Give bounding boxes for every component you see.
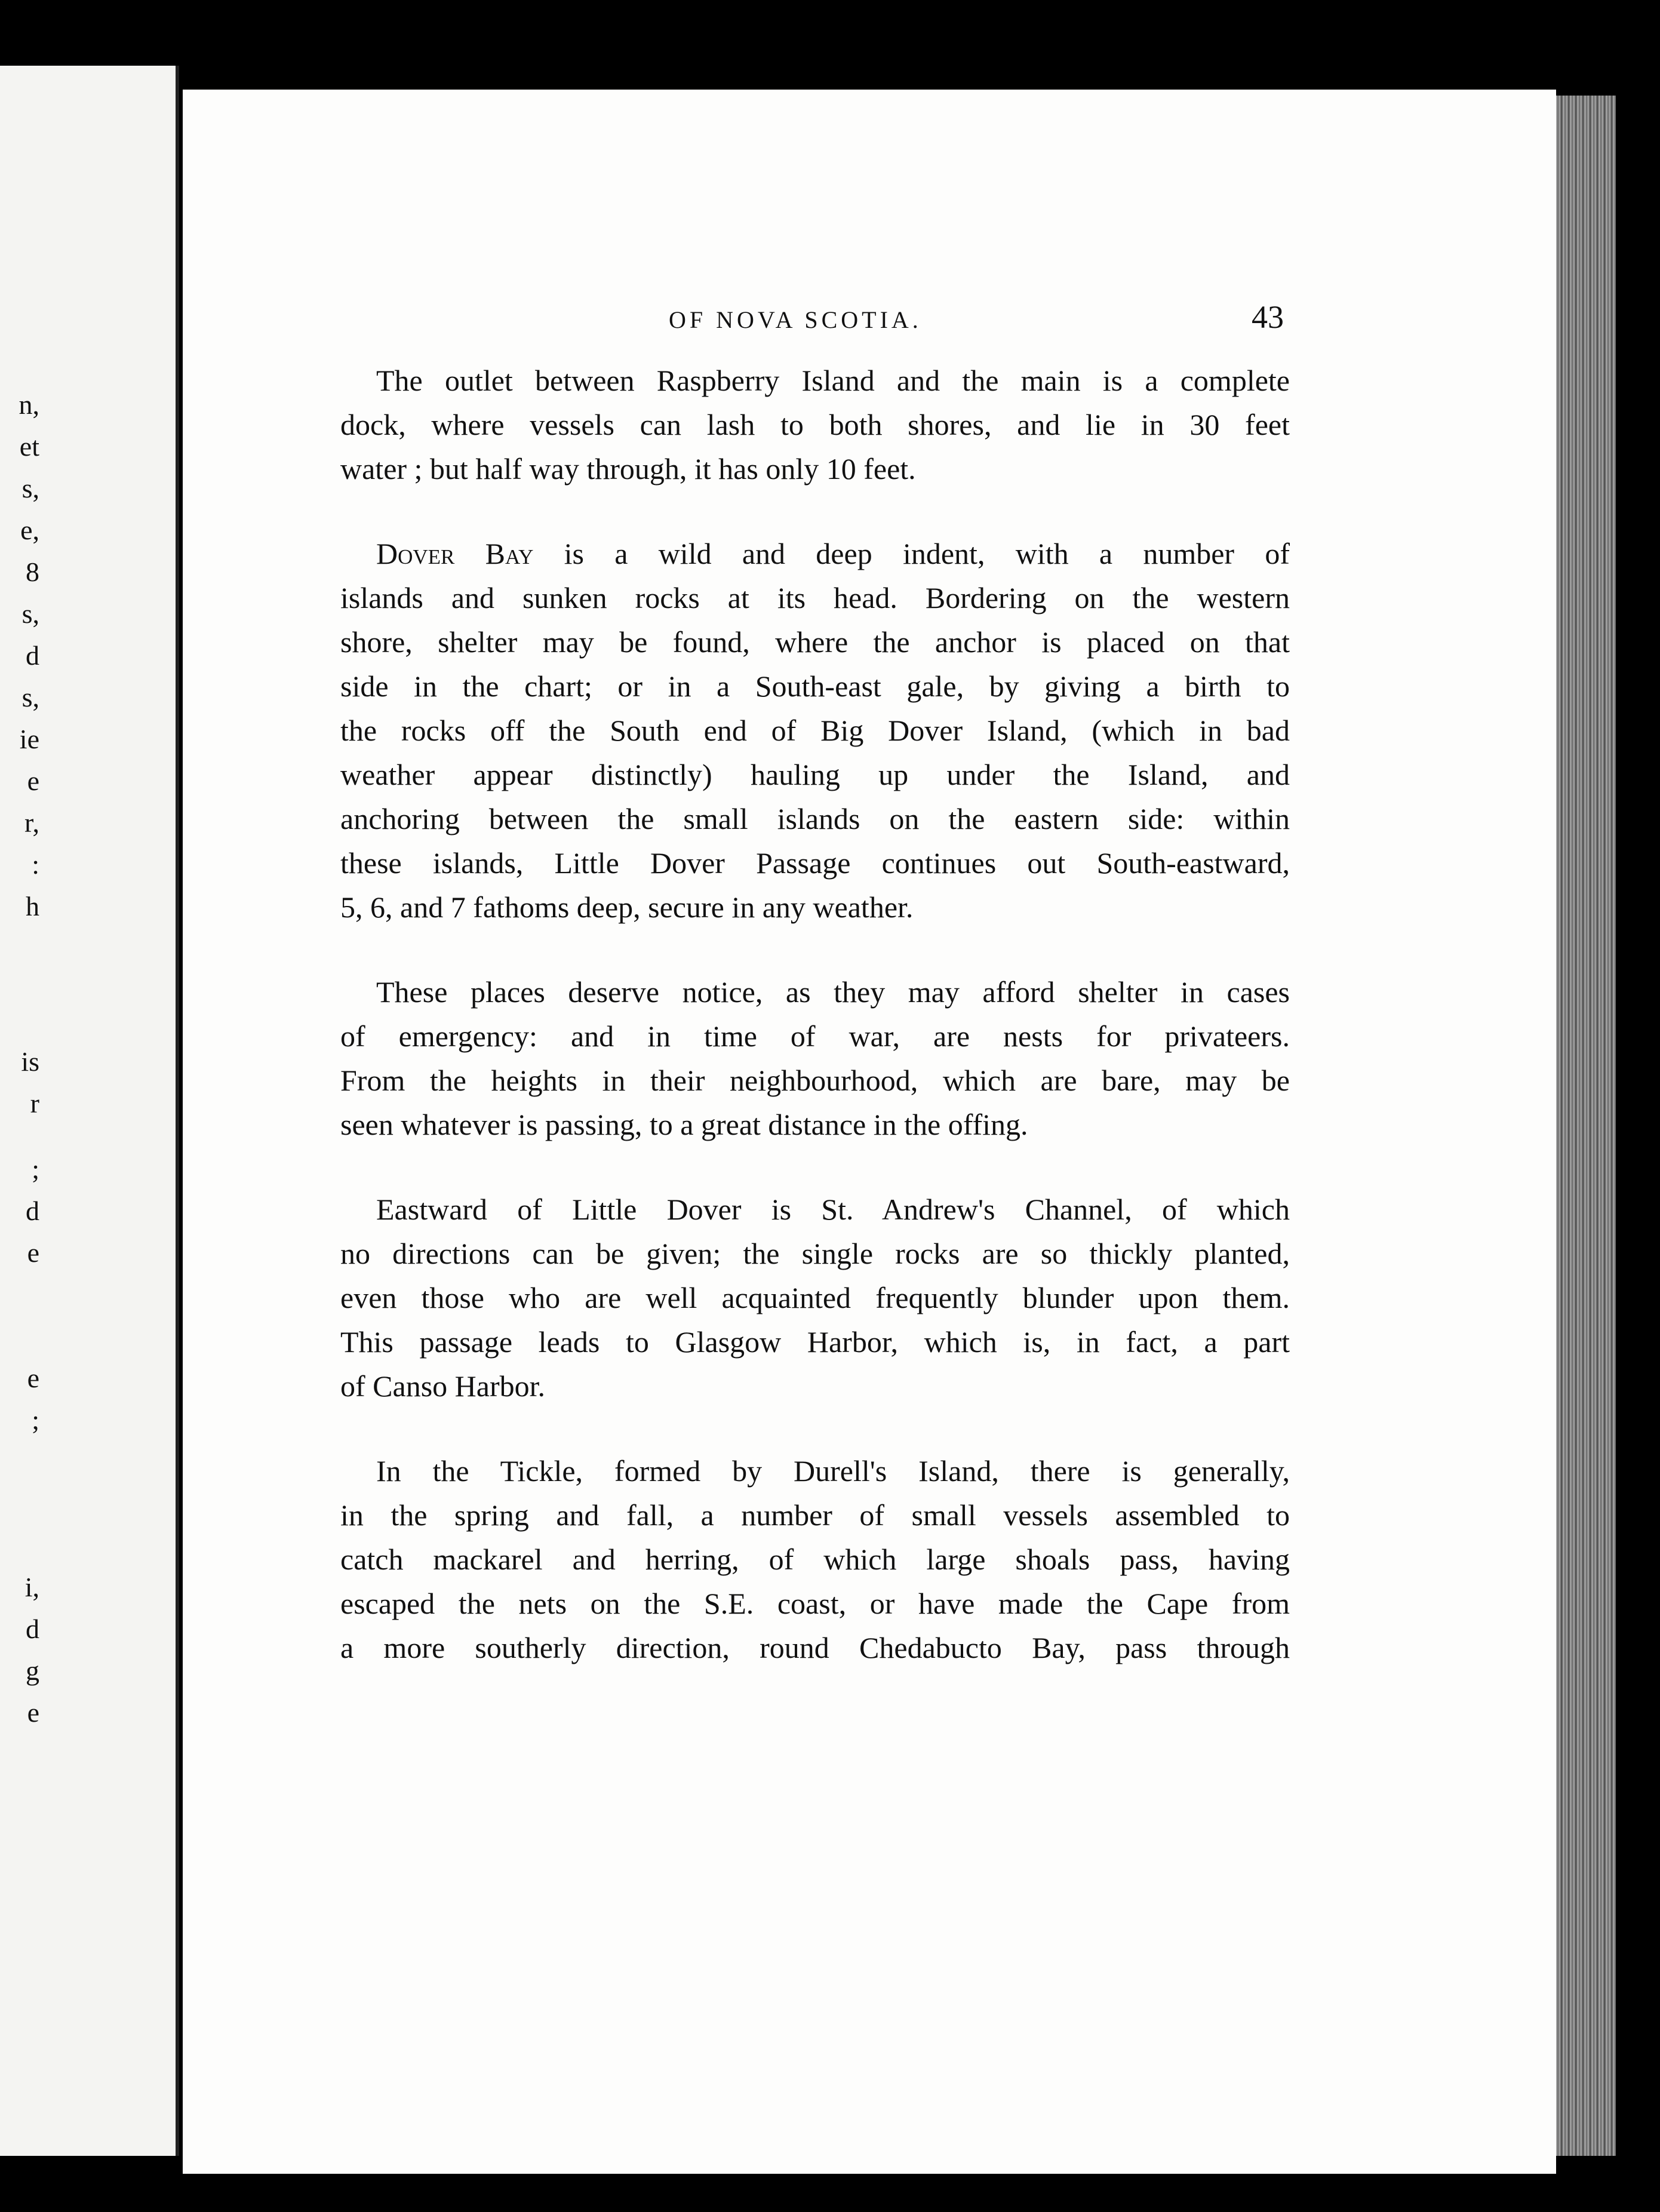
text-line: anchoring between the small islands on the eastern side: within [340, 802, 1290, 835]
margin-fragment: ie [19, 724, 39, 754]
text-line: From the heights in their neighbourhood, which are bare, may be [340, 1064, 1290, 1097]
margin-fragment: e [27, 1363, 39, 1393]
page-edge [1556, 96, 1616, 2156]
margin-fragment: 8 [26, 557, 39, 587]
text-line: Eastward of Little Dover is St. Andrew's Channel, of which [376, 1193, 1290, 1226]
margin-fragment: s, [21, 682, 39, 712]
lead-term: Dover Bay [376, 537, 534, 570]
text-line: escaped the nets on the S.E. coast, or have made the Cape from [340, 1587, 1290, 1620]
margin-fragment: h [26, 891, 39, 921]
text-line: these islands, Little Dover Passage continues out South-eastward, [340, 846, 1290, 880]
text-line: water ; but half way through, it has only 10 feet. [340, 452, 916, 486]
text-line: no directions can be given; the single rocks are so thickly planted, [340, 1237, 1290, 1270]
paragraph [340, 970, 1290, 1147]
margin-fragment: d [26, 1196, 39, 1226]
margin-fragment: et [19, 431, 39, 462]
text-line: of emergency: and in time of war, are nests for privateers. [340, 1019, 1290, 1053]
text-line: dock, where vessels can lash to both shores, and lie in 30 feet [340, 408, 1290, 441]
text-line: shore, shelter may be found, where the anchor is placed on that [340, 625, 1290, 659]
text-line: weather appear distinctly) hauling up under the Island, and [340, 758, 1290, 791]
margin-fragment: e [27, 1697, 39, 1728]
margin-fragment: : [32, 849, 39, 880]
facing-page [0, 66, 179, 2156]
text-line: The outlet between Raspberry Island and the main is a complete [376, 364, 1290, 397]
margin-fragment: s, [21, 598, 39, 629]
margin-fragment: s, [21, 473, 39, 503]
page-header [621, 299, 1284, 342]
margin-fragment: e [27, 1237, 39, 1268]
margin-fragment: is [21, 1046, 39, 1077]
page-number: 43 [1252, 299, 1284, 335]
binding-gutter [176, 66, 179, 2156]
margin-fragment: ; [32, 1154, 39, 1184]
text-line: of Canso Harbor. [340, 1369, 545, 1403]
paragraph [340, 1449, 1290, 1670]
text-line [340, 532, 1290, 576]
text-line: 5, 6, and 7 fathoms deep, secure in any weather. [340, 890, 914, 924]
running-head: OF NOVA SCOTIA. [669, 306, 922, 333]
paragraph [340, 1187, 1290, 1408]
text-line: even those who are well acquainted frequently blunder upon them. [340, 1281, 1290, 1314]
text-line: side in the chart; or in a South-east gale, by giving a birth to [340, 669, 1290, 703]
text-line: This passage leads to Glasgow Harbor, which is, in fact, a part [340, 1325, 1290, 1359]
margin-fragment: i, [24, 1572, 39, 1602]
margin-fragment: d [26, 640, 39, 671]
text-line: islands and sunken rocks at its head. Bordering on the western [340, 581, 1290, 615]
paragraph [340, 358, 1290, 491]
text-line: in the spring and fall, a number of small vessels assembled to [340, 1498, 1290, 1532]
text-line: In the Tickle, formed by Durell's Island, there is generally, [376, 1454, 1290, 1488]
text-line: a more southerly direction, round Chedabucto Bay, pass through [340, 1631, 1290, 1664]
margin-fragment: d [26, 1614, 39, 1644]
paragraph [340, 532, 1290, 929]
text-run: is a wild and deep indent, with a number of [533, 537, 1290, 570]
body-text [340, 358, 1290, 1710]
text-line: These places deserve notice, as they may afford shelter in cases [376, 975, 1290, 1009]
margin-fragment: e [27, 766, 39, 796]
margin-fragment: r [30, 1088, 39, 1119]
margin-fragment: ; [32, 1405, 39, 1435]
margin-fragment: r, [24, 807, 39, 838]
text-line: the rocks off the South end of Big Dover Island, (which in bad [340, 714, 1290, 747]
margin-fragment: n, [19, 389, 39, 420]
text-line: seen whatever is passing, to a great distance in the offing. [340, 1108, 1028, 1141]
text-line: catch mackarel and herring, of which large shoals pass, having [340, 1543, 1290, 1576]
margin-fragment: g [26, 1655, 39, 1686]
margin-fragment: e, [20, 515, 39, 545]
